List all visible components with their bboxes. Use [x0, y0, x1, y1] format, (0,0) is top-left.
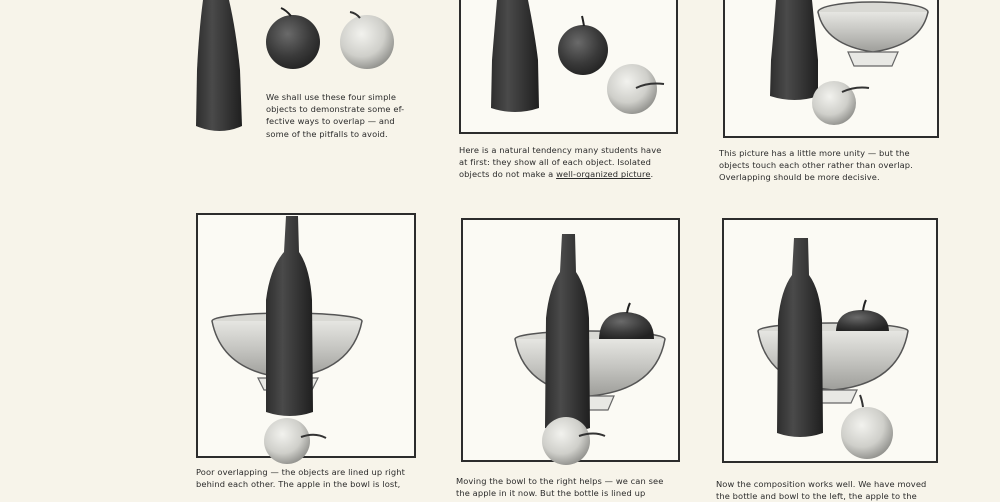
panel-isolated-objects-caption: Here is a natural tendency many students have at first: they show all of each object. Isolated objects do not make a well-organized picture. — [459, 145, 662, 180]
panel-touching-objects-caption: This picture has a little more unity — but the objects touch each other rather than overlap. Overlapping should be more decisive. — [719, 148, 913, 183]
panel-bowl-moved-right-caption: Moving the bowl to the right helps — we can see the apple in it now. But the bottle is lined up — [456, 476, 664, 499]
dark-apple-icon — [836, 300, 889, 331]
intro-caption: We shall use these four simple objects to demonstrate some ef- fective ways to overlap — and some of the pitfalls to avoid. — [266, 92, 405, 139]
light-apple-icon — [841, 395, 893, 459]
panel-good-composition-caption: Now the composition works well. We have moved the bottle and bowl to the left, the apple to the — [716, 479, 927, 502]
well-organized-picture-link: well-organized picture — [556, 169, 651, 180]
panel-poor-overlapping-caption: Poor overlapping — the objects are lined up right behind each other. The apple in the bowl is lost, — [196, 467, 406, 490]
wine-bottle-icon — [777, 238, 823, 437]
